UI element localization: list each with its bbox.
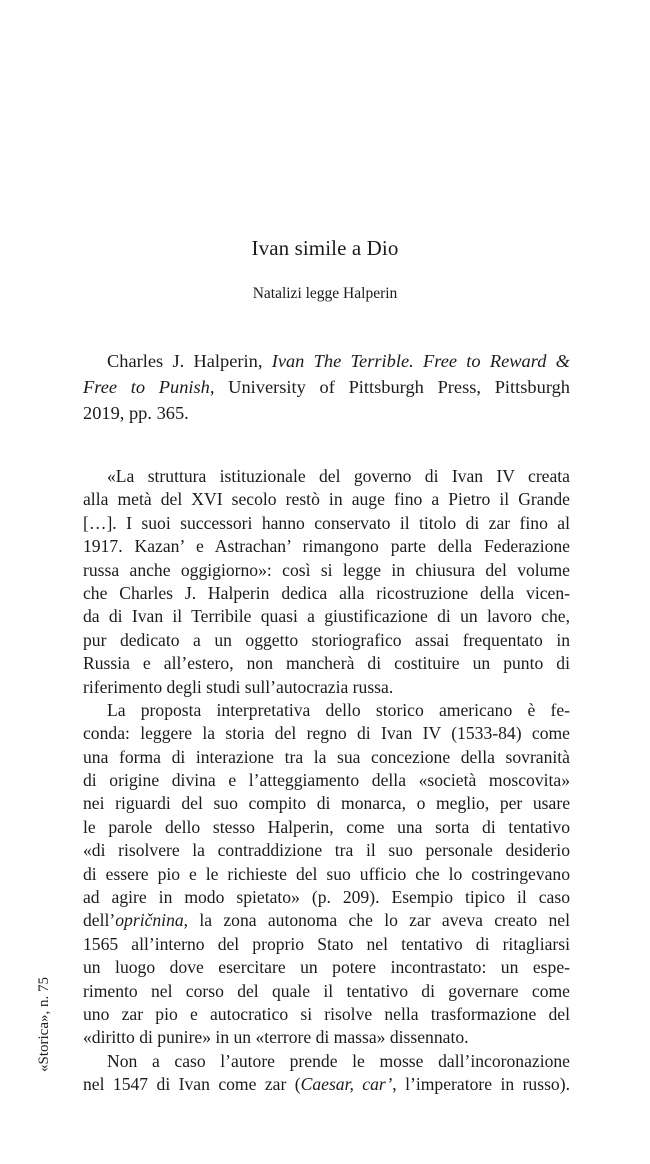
text-line: conda: leggere la storia del regno di Ivan IV (1533-84) come [83,723,570,744]
reference-line [83,374,570,400]
reference-line [83,348,570,374]
italic-term: opričnina [115,910,184,931]
text-fragment: , la zona autonoma che lo zar aveva creato nel [183,910,570,931]
text-line: «di risolvere la contraddizione tra il suo personale desiderio [83,840,570,861]
text-line: […]. I suoi successori hanno conservato il titolo di zar fino al [83,512,570,533]
text-fragment: , l’imperatore in russo). [392,1074,570,1095]
reference-publisher: , University of Pittsburgh Press, Pittsburgh [209,377,570,397]
text-line: uno zar pio e autocratico si risolve nella trasformazione del [83,1003,570,1024]
article-subtitle: Natalizi legge Halperin [252,285,398,302]
text-fragment: dell’ [83,910,116,931]
text-line: di essere pio e le richieste del suo ufficio che lo costringevano [83,863,570,884]
text-line: «La struttura istituzionale del governo di Ivan IV creata [107,466,570,486]
text-line: Non a caso l’autore prende le mosse dall’incoronazione [107,1050,570,1071]
text-line: 1917. Kazan’ e Astrachan’ rimangono parte della Federazione [83,536,570,557]
article-body [83,465,570,1097]
text-line: nei riguardi del suo compito di monarca, o meglio, per usare [83,793,570,814]
reference-book-title: Ivan The Terrible. Free to Reward & [271,351,570,371]
reference-author: Charles J. Halperin, [107,351,272,371]
text-line: pur dedicato a un oggetto storiografico assai frequentato in [83,629,570,650]
text-line: una forma di interazione tra la sua concezione della sovranità [83,746,570,767]
text-line: le parole dello stesso Halperin, come una sorta di tentativo [83,816,570,837]
text-line: La proposta interpretativa dello storico americano è fe- [107,699,570,720]
text-line: russa anche oggigiorno»: così si legge in chiusura del volume [83,559,570,580]
text-line: di origine divina e l’atteggiamento della «società moscovita» [83,770,570,791]
text-line [83,1073,570,1096]
text-line: un luogo dove esercitare un potere incontrastato: un espe- [83,957,570,978]
text-fragment: nel 1547 di Ivan come zar ( [83,1074,301,1095]
text-line: «diritto di punire» in un «terrore di massa» dissennato. [83,1027,469,1048]
reference-line: 2019, pp. 365. [83,403,189,423]
article-title: Ivan simile a Dio [251,236,399,260]
text-line: Russia e all’estero, non mancherà di costituire un punto di [83,653,570,674]
reference-book-title-cont: Free to Punish [83,377,210,397]
text-line: rimento nel corso del quale il tentativo di governare come [83,980,570,1001]
text-line: che Charles J. Halperin dedica alla ricostruzione della vicen- [83,582,570,603]
text-line: ad agire in modo spietato» (p. 209). Esempio tipico il caso [83,887,570,908]
text-line: da di Ivan il Terribile quasi a giustificazione di un lavoro che, [83,606,570,627]
text-line: alla metà del XVI secolo restò in auge fino a Pietro il Grande [83,489,570,510]
text-line: riferimento degli studi sull’autocrazia russa. [83,676,394,697]
text-line [83,909,570,932]
journal-side-label: «Storica», n. 75 [36,977,52,1072]
text-line: 1565 all’interno del proprio Stato nel tentativo di ritagliarsi [83,933,570,954]
italic-term: Caesar, car’ [300,1074,393,1095]
book-reference [83,348,570,426]
